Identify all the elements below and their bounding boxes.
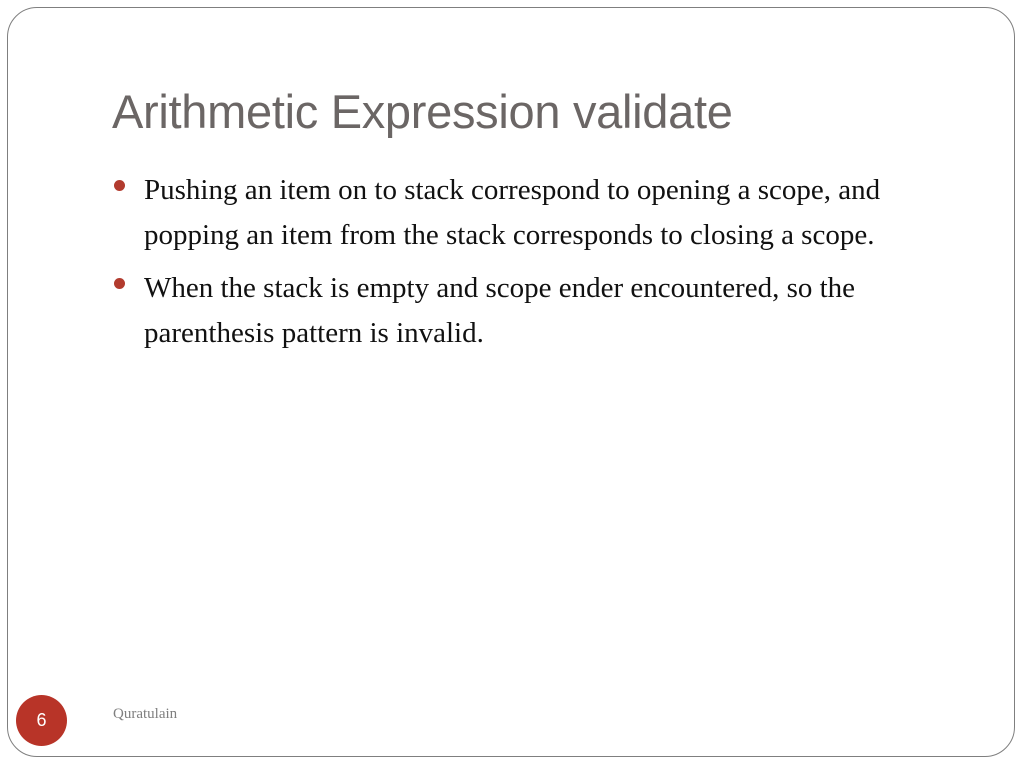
bullet-item <box>112 266 962 356</box>
bullet-dot-icon <box>114 278 125 289</box>
footer-author: Quratulain <box>113 706 178 722</box>
slide-number: 6 <box>36 710 47 730</box>
bullet-dot-icon <box>114 180 125 191</box>
bullet-text: Pushing an item on to stack correspond to opening a scope, and popping an item from the stack corresponds to closing a scope. <box>144 174 881 251</box>
slide-number-badge <box>16 695 67 746</box>
bullet-item <box>112 168 962 258</box>
bullet-text: When the stack is empty and scope ender encountered, so the parenthesis pattern is invalid. <box>144 272 856 349</box>
slide-title: Arithmetic Expression validate <box>112 85 733 138</box>
bullet-list <box>112 168 962 364</box>
